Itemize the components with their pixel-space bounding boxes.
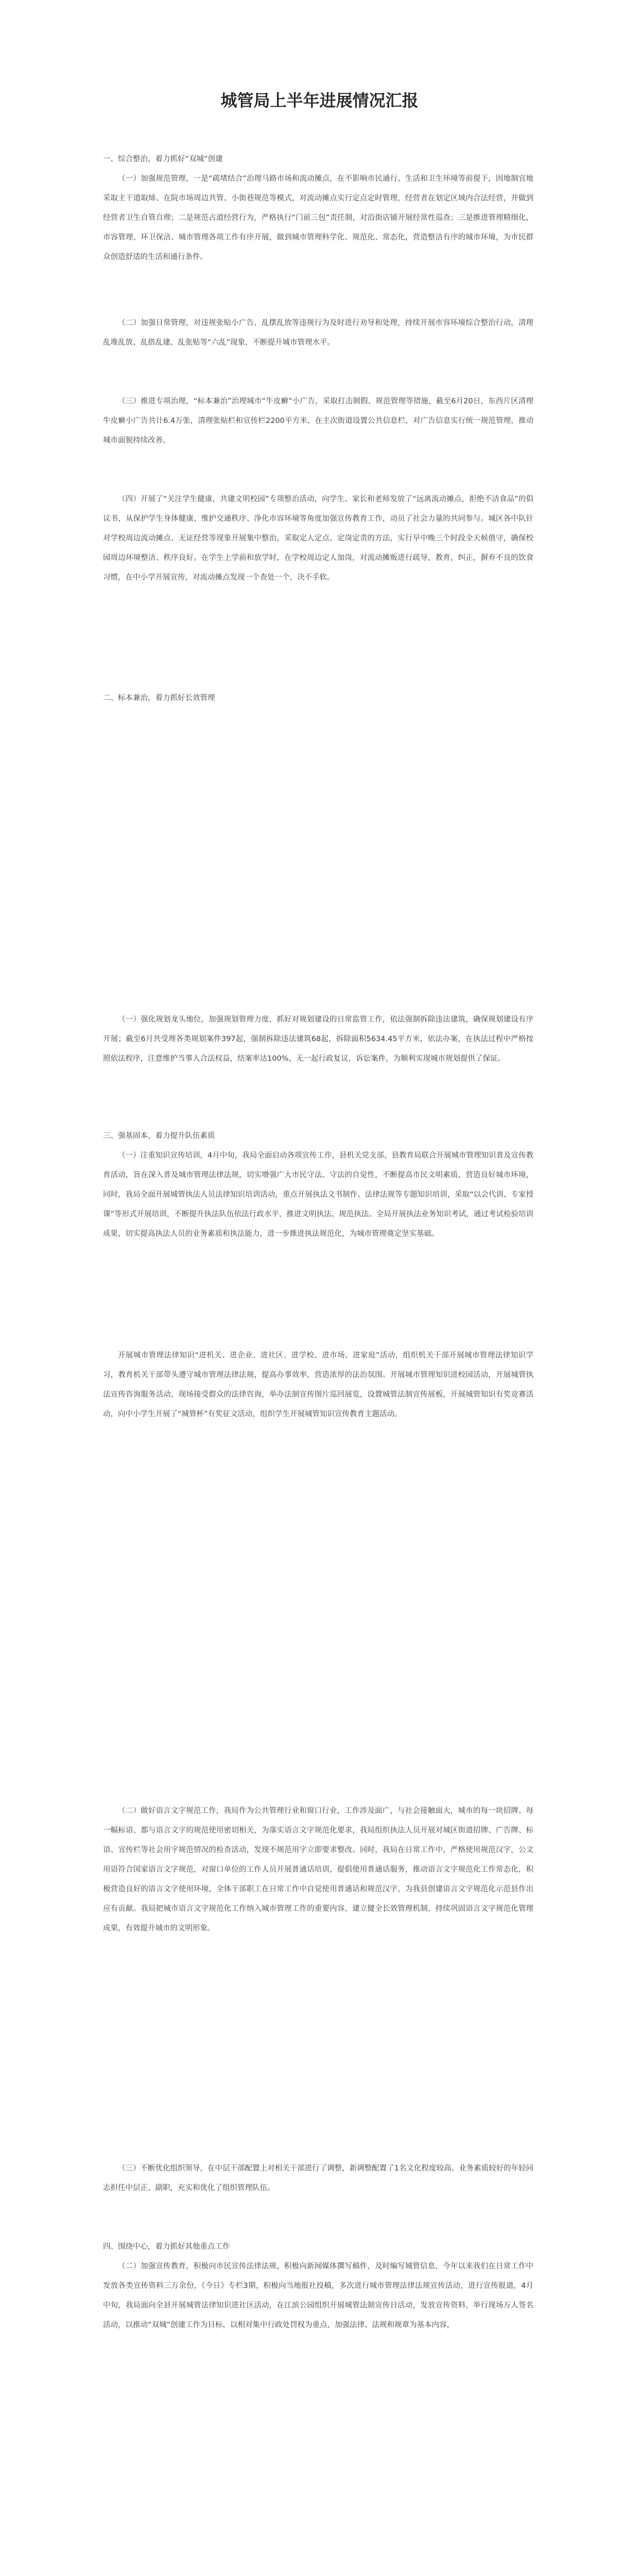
paragraph-3: （三）推进专项治理，“标本兼治”治理城市“牛皮癣”小广告，采取打击制假、规范管理等措施，截至6月20日，东西片区清理牛皮癣小广告共计6.4万张，清理张贴栏和宣传栏2200平方米，在主次街道设置公共信息栏，对广告信息实行统一规范管理，推动城市面貌持续改善。 — [103, 397, 533, 445]
paragraph-5: （一）强化规划龙头地位，加强规划管理力度，抓好对规划建设的日常监管工作，依法强制拆除违法建筑，确保规划建设有序开展；截至6月共受理各类规划案件397起，强制拆除违法建筑68起，拆除面积5634.45平方米，依法办案，在执法过程中严格按照依法程序，注意维护当事人合法权益，结案率达100%，无一起行政复议，诉讼案件，为顺利实现城市规划提供了保证。 — [103, 1015, 533, 1063]
paragraph-8: （二）做好语言文字规范工作，我局作为公共管理行业和窗口行业，工作涉及面广，与社会接触面大，城市的每一块招牌、每一幅标语、都与语言文字的规范使用密切相关，为落实语言文字规范化要求，我局组织执法人员开展对城区街道招牌、广告牌、标语、宣传栏等社会用字规范情况的检查活动，发现不规范用字立即要求整改。同时，我局在日常工作中，严格使用规范汉字，公文用语符合国家语言文字规范，对窗口单位的工作人员开展普通话培训，提倡使用普通话服务，推动语言文字规范化工作常态化，积极营造良好的语言文字使用环境，全体干部职工在日常工作中自觉使用普通话和规范汉字，为我县创建语言文字规范化示范县作出应有贡献。我局把城市语言文字规范化工作纳入城市管理工作的重要内容，建立健全长效管理机制，持续巩固语言文字规范化管理成果，有效提升城市的文明形象。 — [103, 1807, 533, 1933]
paragraph-4: （四）开展了“关注学生健康，共建文明校园”专项整治活动，向学生、家长和老师发放了“远离流动摊点，拒绝不洁食品”的倡议书，从保护学生身体健康、维护交通秩序、净化市容环境等角度加强宣传教育工作，动员了社会力量的共同参与。城区各中队针对学校周边流动摊点、无证经营等现象开展集中整治，采取定人定点、定岗定责的方法，实行早中晚三个时段全天候值守，确保校园周边环境整洁、秩序良好。在学生上学前和放学时，在学校周边定人加岗，对流动摊贩进行疏导，教育，纠正，摒弃不良的饮食习惯，在中小学开展宣传，对流动摊点发现一个查处一个，决不手软。 — [103, 495, 533, 582]
paragraph-10: （二）加强宣传教育，积极向市民宣传法律法规，积极向新闻媒体撰写稿件，及时编写城管信息，今年以来我们在日常工作中发放各类宣传资料三万余份，《今日》专栏3期，积极向当地报社投稿，多次进行城市管理法律法规宣传活动，进行宣传报道，4月中旬，我局面向全县开展城管法律知识进社区活动，在江滨公园组织开展城管法制宣传日活动，发放宣传资料，举行现场万人签名活动，以推动“双城”创建工作为目标，以相对集中行政处罚权为重点，加强法律、法规和规章为基本内容， — [103, 2262, 533, 2329]
section-heading-4: 四、围绕中心，着力抓好其他重点工作 — [103, 2243, 230, 2251]
paragraph-9: （三）不断优化组织领导，在中层干部配置上对相关干部进行了调整，新调整配置了1名文化程度较高、业务素质较好的年轻同志担任中层正、副职，充实和优化了组织管理队伍。 — [103, 2164, 533, 2192]
page-title: 城管局上半年进展情况汇报 — [220, 91, 419, 110]
paragraph-1: （一）加强规范管理，一是“疏堵结合”治理马路市场和流动摊点，在不影响市民通行、生活和卫生环境等前提下，因地制宜地采取主干道取缔、在院市场周边共管、小街巷规范等模式，对流动摊点实行定点定时管理，经营者在划定区域内合法经营，并做到经营者卫生自管自理；二是规范占道经营行为，严格执行“门前三包”责任制，对沿街店铺开展经常性巡查；三是推进管理精细化，市容管理、环卫保洁、城市管理各项工作有序开展，做到城市管理科学化、规范化、常态化，营造整洁有序的城市环境，为市民群众创造舒适的生活和通行条件。 — [103, 175, 533, 261]
section-heading-2: 二、标本兼治，着力抓好长效管理 — [103, 694, 215, 702]
paragraph-7: 开展城市管理法律知识“进机关、进企业、进社区、进学校、进市场、进家庭”活动，组织机关干部开展城市管理法律知识学习，教育机关干部带头遵守城市管理法律法规，提高办事效率，营造浓厚的法治氛围。开展城市管理知识进校园活动，开展城管执法宣传咨询服务活动，现场接受群众的法律咨询，举办法制宣传图片巡回展览，设置城管法制宣传展板，开展城管知识有奖竞赛活动，向中小学生开展了“城管杯”有奖征文活动，组织学生开展城管知识宣传教育主题活动。 — [103, 1351, 533, 1418]
paragraph-2: （二）加强日常管理，对违规张贴小广告、乱摆乱放等违规行为及时进行劝导和处理，持续开展市容环境综合整治行动，清理乱堆乱放、乱搭乱建、乱张贴等“六乱”现象，不断提升城市管理水平。 — [103, 319, 533, 347]
section-heading-1: 一、综合整治，着力抓好“双城”创建 — [103, 155, 223, 163]
section-heading-3: 三、强基固本，着力提升队伍素质 — [103, 1132, 215, 1140]
paragraph-6: （一）注重知识宣传培训，4月中旬，我局全面启动各项宣传工作，县机关党支部、县教育局联合开展城市管理知识普及宣传教育活动，旨在深入普及城市管理法律法规，切实增强广大市民守法、守法的自觉性，不断提高市民文明素质，营造良好城市环境，同时，我局全面开展城管执法人员法律知识培训活动，重点开展执法文书制作、法律法规等专题知识培训，采取“以会代训、专家授课”等形式开展培训，不断提升执法队伍依法行政水平，推进文明执法、规范执法。全局开展执法业务知识考试，通过考试检验培训成果，切实提高执法人员的业务素质和执法能力，进一步推进执法规范化，为城市管理奠定坚实基础。 — [103, 1151, 533, 1238]
